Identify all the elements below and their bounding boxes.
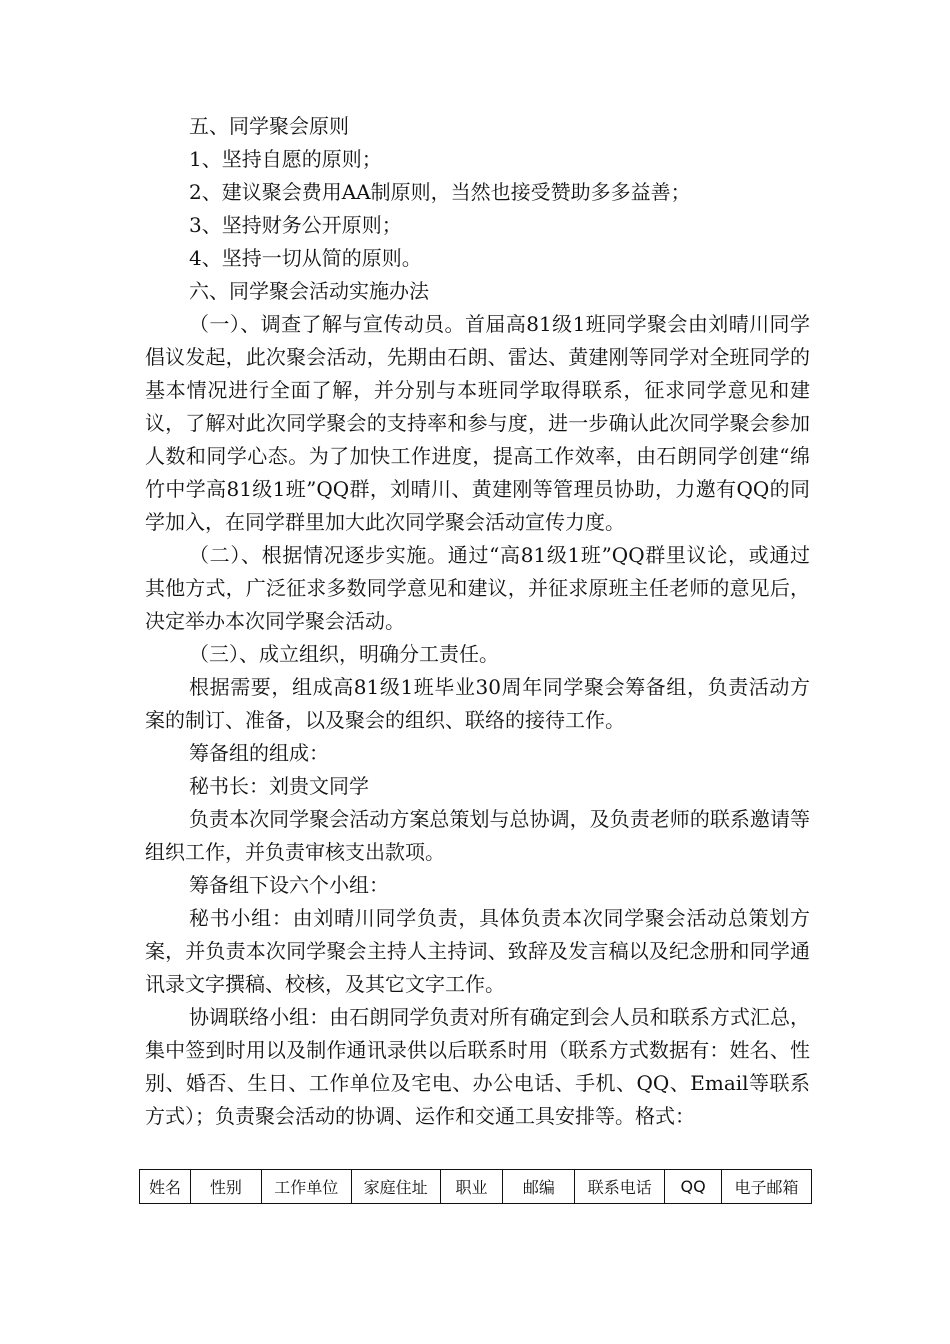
table-header-cell: 家庭住址 xyxy=(351,1170,440,1204)
secretary-general-line: 秘书长：刘贵文同学 xyxy=(189,774,369,798)
principle-item: 1、坚持自愿的原则； xyxy=(189,147,382,171)
table-header-cell: 职业 xyxy=(440,1170,503,1204)
section-heading-principles: 五、同学聚会原则 xyxy=(189,114,349,138)
secretary-group-paragraph: 秘书小组：由刘晴川同学负责，具体负责本次同学聚会活动总策划方案，并负责本次同学聚会主持人主持词、致辞及发言稿以及纪念册和同学通讯录文字撰稿、校核，及其它文字工作。 xyxy=(145,906,810,996)
table-header-cell: 邮编 xyxy=(503,1170,575,1204)
table-header-cell: 性别 xyxy=(190,1170,261,1204)
contact-format-table xyxy=(139,1169,812,1204)
implementation-step-three: （三）、成立组织，明确分工责任。 xyxy=(189,642,499,666)
implementation-step-two: （二）、根据情况逐步实施。通过“高81级1班”QQ群里议论，或通过其他方式，广泛征求多数同学意见和建议，并征求原班主任老师的意见后，决定举办本次同学聚会活动。 xyxy=(145,543,810,633)
liaison-group-paragraph: 协调联络小组：由石朗同学负责对所有确定到会人员和联系方式汇总，集中签到时用以及制作通讯录供以后联系时用（联系方式数据有：姓名、性别、婚否、生日、工作单位及宅电、办公电话、手机、QQ、Email等联系方式）；负责聚会活动的协调、运作和交通工具安排等。格式： xyxy=(145,1005,810,1128)
document-body xyxy=(145,110,810,1133)
principle-item: 3、坚持财务公开原则； xyxy=(189,213,402,237)
table-header-cell: QQ xyxy=(665,1170,722,1204)
table-header-cell: 姓名 xyxy=(140,1170,191,1204)
secretary-general-duties: 负责本次同学聚会活动方案总策划与总协调，及负责老师的联系邀请等组织工作，并负责审核支出款项。 xyxy=(145,807,810,864)
committee-paragraph: 根据需要，组成高81级1班毕业30周年同学聚会筹备组，负责活动方案的制订、准备，以及聚会的组织、联络的接待工作。 xyxy=(145,675,810,732)
implementation-step-one: （一）、调查了解与宣传动员。首届高81级1班同学聚会由刘晴川同学倡议发起，此次聚会活动，先期由石朗、雷达、黄建刚等同学对全班同学的基本情况进行全面了解，并分别与本班同学取得联系，征求同学意见和建议，了解对此次同学聚会的支持率和参与度，进一步确认此次同学聚会参加人数和同学心态。为了加快工作进度，提高工作效率，由石朗同学创建“绵竹中学高81级1班”QQ群，刘晴川、黄建刚等管理员协助，力邀有QQ的同学加入，在同学群里加大此次同学聚会活动宣传力度。 xyxy=(145,312,810,534)
table-header-cell: 工作单位 xyxy=(261,1170,351,1204)
table-header-cell: 联系电话 xyxy=(575,1170,665,1204)
principle-item: 4、坚持一切从简的原则。 xyxy=(189,246,422,270)
principle-item: 2、建议聚会费用AA制原则，当然也接受赞助多多益善； xyxy=(189,180,691,204)
section-heading-implementation: 六、同学聚会活动实施办法 xyxy=(189,279,429,303)
table-header-cell: 电子邮箱 xyxy=(722,1170,812,1204)
committee-composition-label: 筹备组的组成： xyxy=(189,741,329,765)
table-header-row xyxy=(140,1170,812,1204)
subgroups-label: 筹备组下设六个小组： xyxy=(189,873,389,897)
